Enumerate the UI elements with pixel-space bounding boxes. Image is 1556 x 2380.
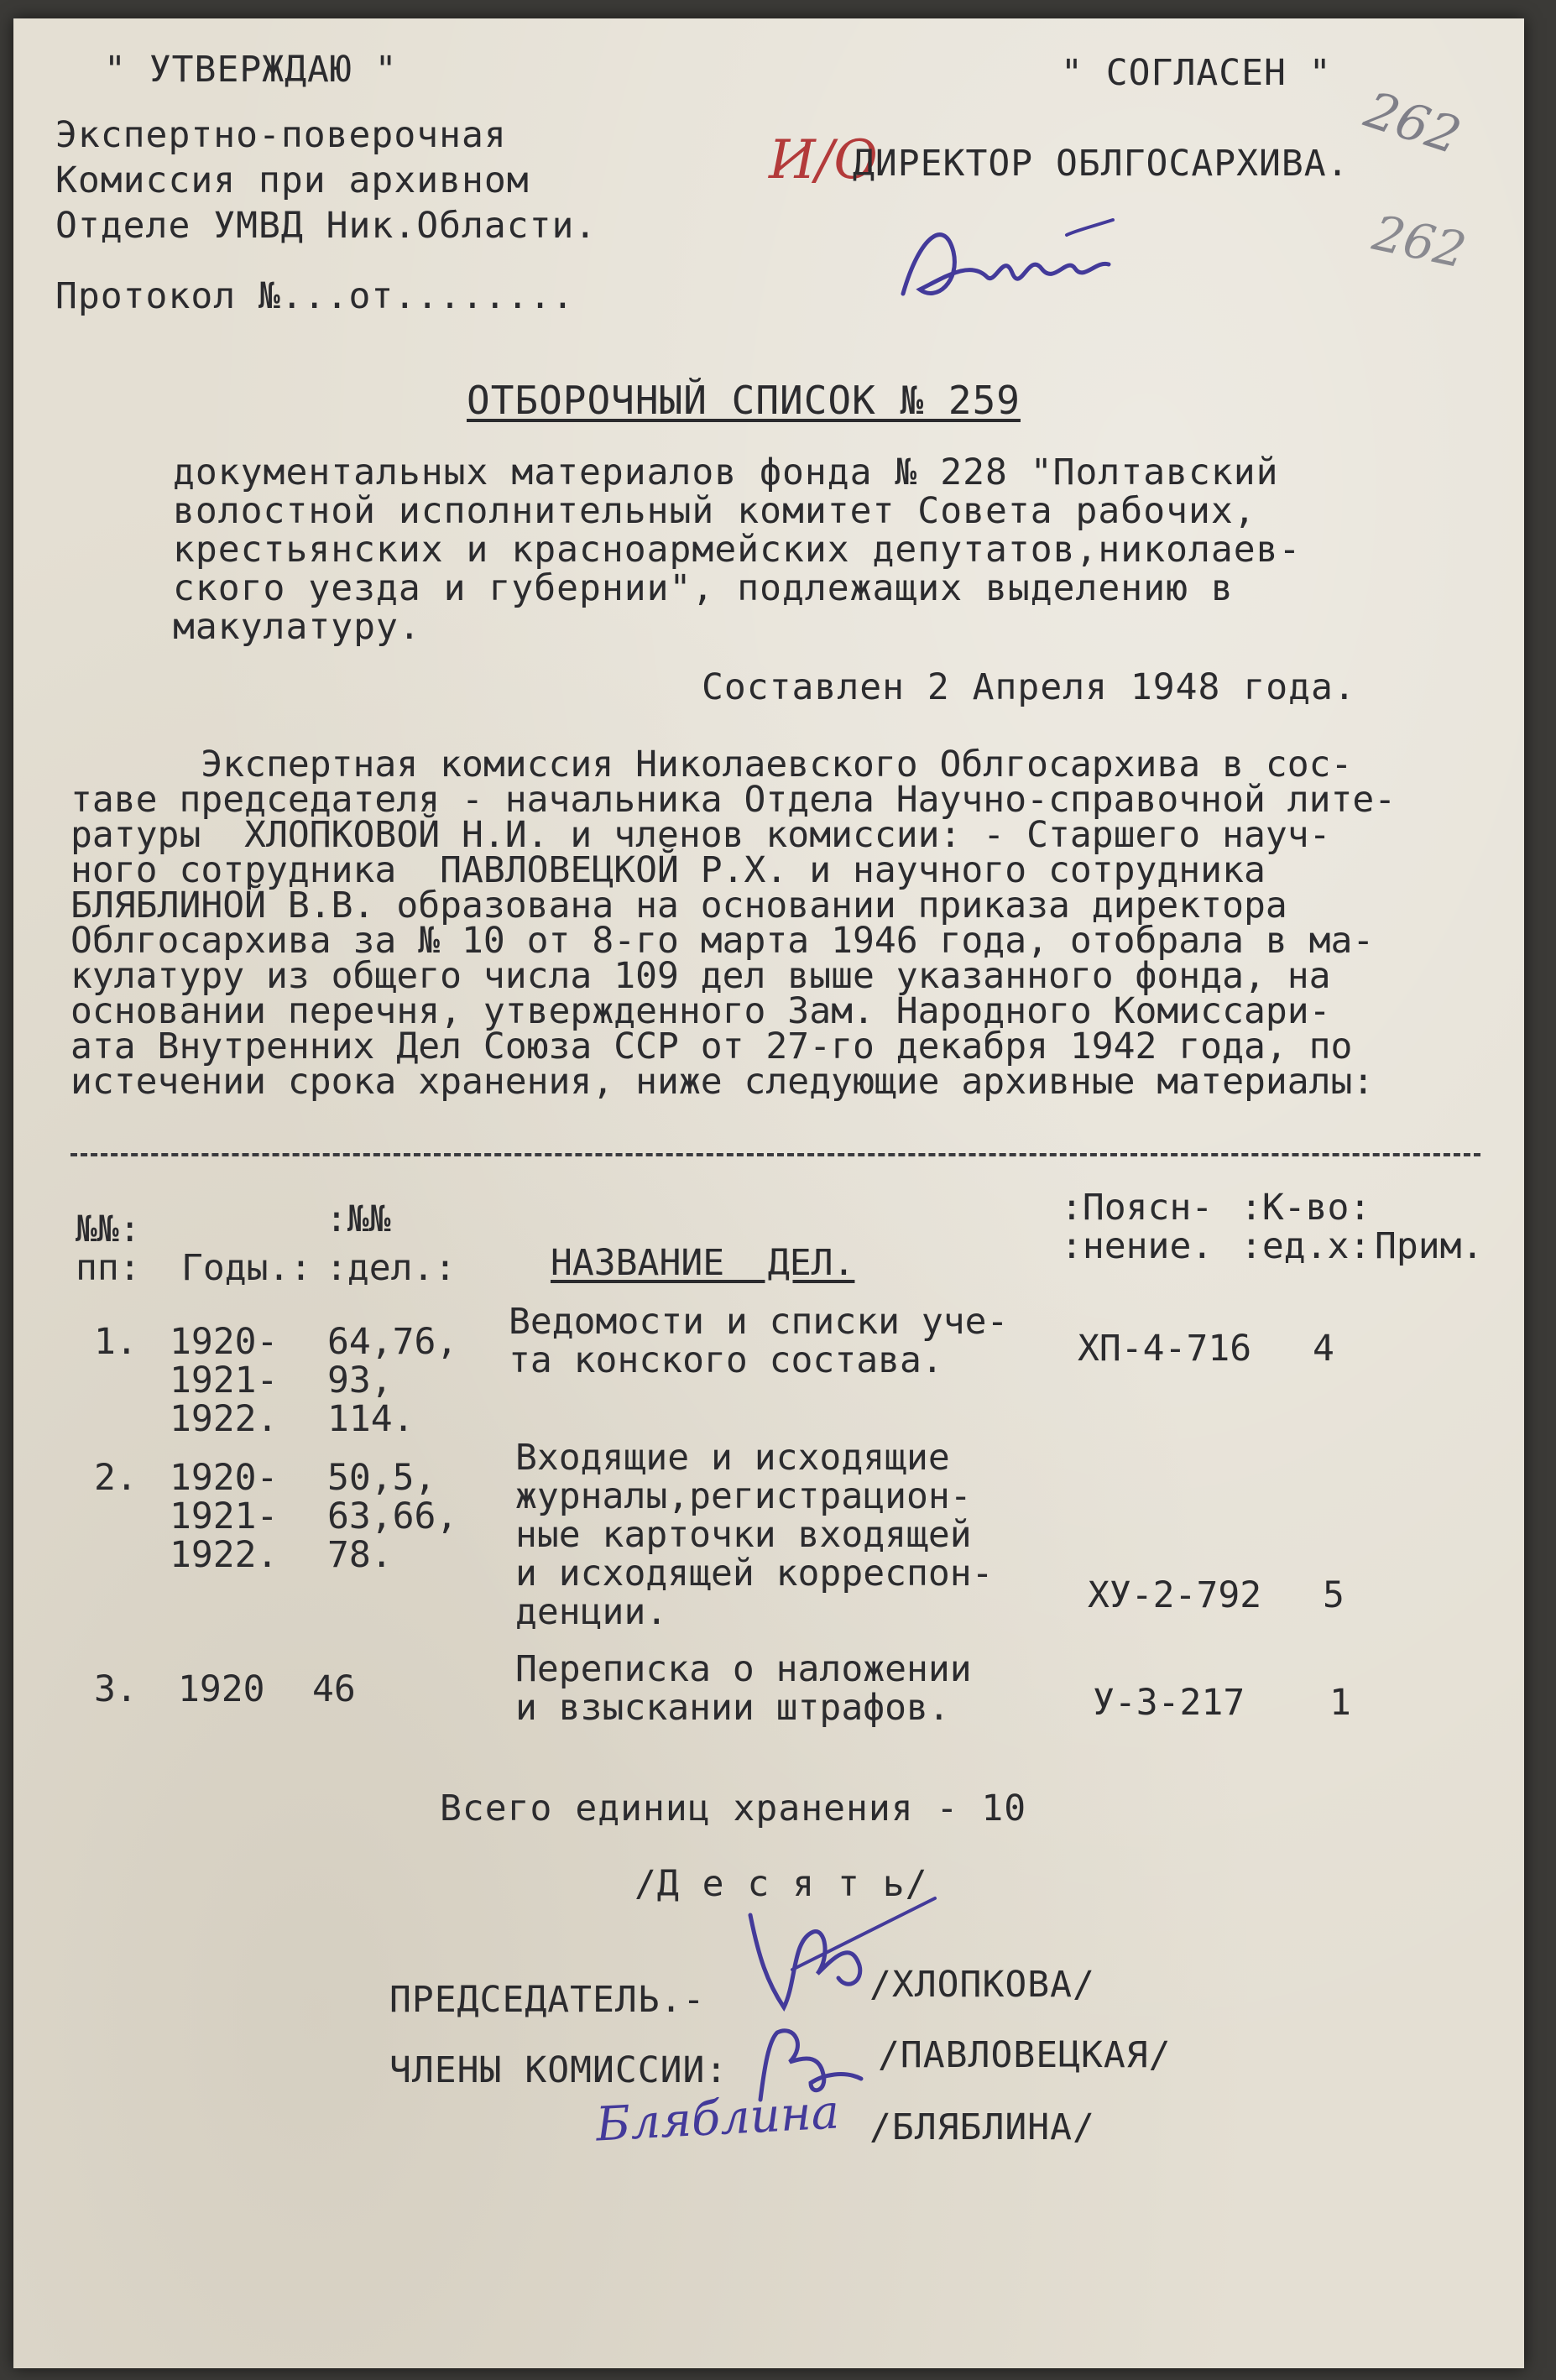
members-label: ЧЛЕНЫ КОМИССИИ: <box>389 2049 728 2091</box>
body-line-7: кулатуру из общего числа 109 дел выше указанного фонда, на <box>70 955 1331 997</box>
header-files-1: :№№ <box>326 1198 391 1240</box>
table-top-rule <box>70 1153 1480 1156</box>
row2-year-2: 1921- <box>170 1495 279 1537</box>
row2-qty: 5 <box>1323 1574 1345 1616</box>
total-units: Всего единиц хранения - 10 <box>440 1788 1027 1829</box>
member2-name: /БЛЯБЛИНА/ <box>869 2106 1095 2148</box>
row2-name-1: Входящие и исходящие <box>515 1437 950 1479</box>
chairman-signature <box>734 1882 943 2033</box>
row1-name-2: та конского состава. <box>509 1339 943 1381</box>
header-files-2: :дел.: <box>326 1247 457 1289</box>
approve-heading: " УТВЕРЖДАЮ " <box>104 49 398 91</box>
total-words: /Д е с я т ь/ <box>634 1863 928 1905</box>
row2-files-1: 50,5, <box>327 1457 436 1499</box>
body-line-3: ратуры ХЛОПКОВОЙ Н.И. и членов комиссии: - Старшего науч- <box>70 814 1331 856</box>
chairman-label: ПРЕДСЕДАТЕЛЬ.- <box>389 1979 706 2021</box>
compiled-date: Составлен 2 Апреля 1948 года. <box>702 666 1356 708</box>
document-sheet <box>13 18 1524 2368</box>
row2-year-3: 1922. <box>170 1534 279 1576</box>
row2-year-1: 1920- <box>170 1457 279 1499</box>
approve-line-2: Комиссия при архивном <box>55 159 530 201</box>
member2-signature: Бляблина <box>594 2085 841 2153</box>
body-line-10: истечении срока хранения, ниже следующие архивные материалы: <box>70 1061 1375 1103</box>
row2-files-2: 63,66, <box>327 1495 458 1537</box>
header-qty-2: :ед.х: <box>1240 1225 1371 1267</box>
chairman-name: /ХЛОПКОВА/ <box>869 1964 1095 2006</box>
row3-note: У-3-217 <box>1093 1682 1245 1724</box>
row1-year-3: 1922. <box>170 1398 279 1440</box>
agree-heading: " СОГЛАСЕН " <box>1061 52 1332 94</box>
row3-name-2: и взыскании штрафов. <box>515 1687 950 1729</box>
row3-qty: 1 <box>1329 1682 1351 1724</box>
row1-qty: 4 <box>1313 1328 1334 1370</box>
director-signature <box>886 201 1138 319</box>
header-years: Годы.: <box>181 1247 312 1289</box>
approve-line-1: Экспертно-поверочная <box>55 114 507 156</box>
row2-name-2: журналы,регистрацион- <box>515 1475 972 1517</box>
header-remarks: Прим. <box>1375 1225 1484 1267</box>
body-line-9: ата Внутренних Дел Союза ССР от 27-го декабря 1942 года, по <box>70 1026 1353 1067</box>
row2-name-5: денции. <box>515 1591 668 1633</box>
row2-name-3: ные карточки входящей <box>515 1514 972 1556</box>
protocol-line: Протокол №...от........ <box>55 275 575 317</box>
row1-files-3: 114. <box>327 1398 415 1440</box>
header-note-1: :Поясн- <box>1061 1187 1214 1229</box>
header-name: НАЗВАНИЕ ДЕЛ. <box>551 1242 855 1284</box>
document-title: ОТБОРОЧНЫЙ СПИСОК № 259 <box>467 378 1021 423</box>
subtitle-line-3: крестьянских и красноармейских депутатов,николаев- <box>173 529 1302 571</box>
body-line-5: БЛЯБЛИНОЙ В.В. образована на основании приказа директора <box>70 885 1287 926</box>
row2-no: 2. <box>94 1457 138 1499</box>
subtitle-line-1: документальных материалов фонда № 228 "Полтавский <box>173 451 1279 493</box>
director-title: ДИРЕКТОР ОБЛГОСАРХИВА. <box>853 143 1350 185</box>
body-line-4: ного сотрудника ПАВЛОВЕЦКОЙ Р.Х. и научного сотрудника <box>70 849 1266 891</box>
header-no-2: пп: <box>76 1247 141 1289</box>
row3-files-1: 46 <box>312 1668 356 1710</box>
row2-files-3: 78. <box>327 1534 393 1576</box>
sheet-number-bottom: 262 <box>1368 204 1471 279</box>
row2-note: ХУ-2-792 <box>1088 1574 1262 1616</box>
header-no-1: №№: <box>76 1208 141 1250</box>
row1-files-2: 93, <box>327 1360 393 1401</box>
sheet-number-top: 262 <box>1357 81 1468 166</box>
header-qty-1: :К-во: <box>1240 1187 1371 1229</box>
row1-no: 1. <box>94 1321 138 1363</box>
subtitle-line-4: ского уезда и губернии", подлежащих выделению в <box>173 567 1234 609</box>
approve-line-3: Отделе УМВД Ник.Области. <box>55 205 598 247</box>
row1-year-1: 1920- <box>170 1321 279 1363</box>
body-line-8: основании перечня, утвержденного Зам. Народного Комиссари- <box>70 990 1331 1032</box>
member1-name: /ПАВЛОВЕЦКАЯ/ <box>878 2034 1172 2076</box>
row1-files-1: 64,76, <box>327 1321 458 1363</box>
subtitle-line-2: волостной исполнительный комитет Совета рабочих, <box>173 490 1256 532</box>
body-line-6: Облгосархива за № 10 от 8-го марта 1946 года, отобрала в ма- <box>70 920 1375 962</box>
row1-note: ХП-4-716 <box>1078 1328 1252 1370</box>
row3-year-1: 1920 <box>178 1668 265 1710</box>
io-handwritten: И/О <box>769 129 878 191</box>
row1-name-1: Ведомости и списки уче- <box>509 1301 1009 1343</box>
row2-name-4: и исходящей корреспон- <box>515 1553 994 1594</box>
row3-no: 3. <box>94 1668 138 1710</box>
body-line-2: таве председателя - начальника Отдела Научно-справочной лите- <box>70 779 1397 821</box>
row1-year-2: 1921- <box>170 1360 279 1401</box>
body-line-1: Экспертная комиссия Николаевского Облгосархива в сос- <box>70 744 1353 786</box>
row3-name-1: Переписка о наложении <box>515 1648 972 1690</box>
header-note-2: :нение. <box>1061 1225 1214 1267</box>
subtitle-line-5: макулатуру. <box>173 606 421 648</box>
